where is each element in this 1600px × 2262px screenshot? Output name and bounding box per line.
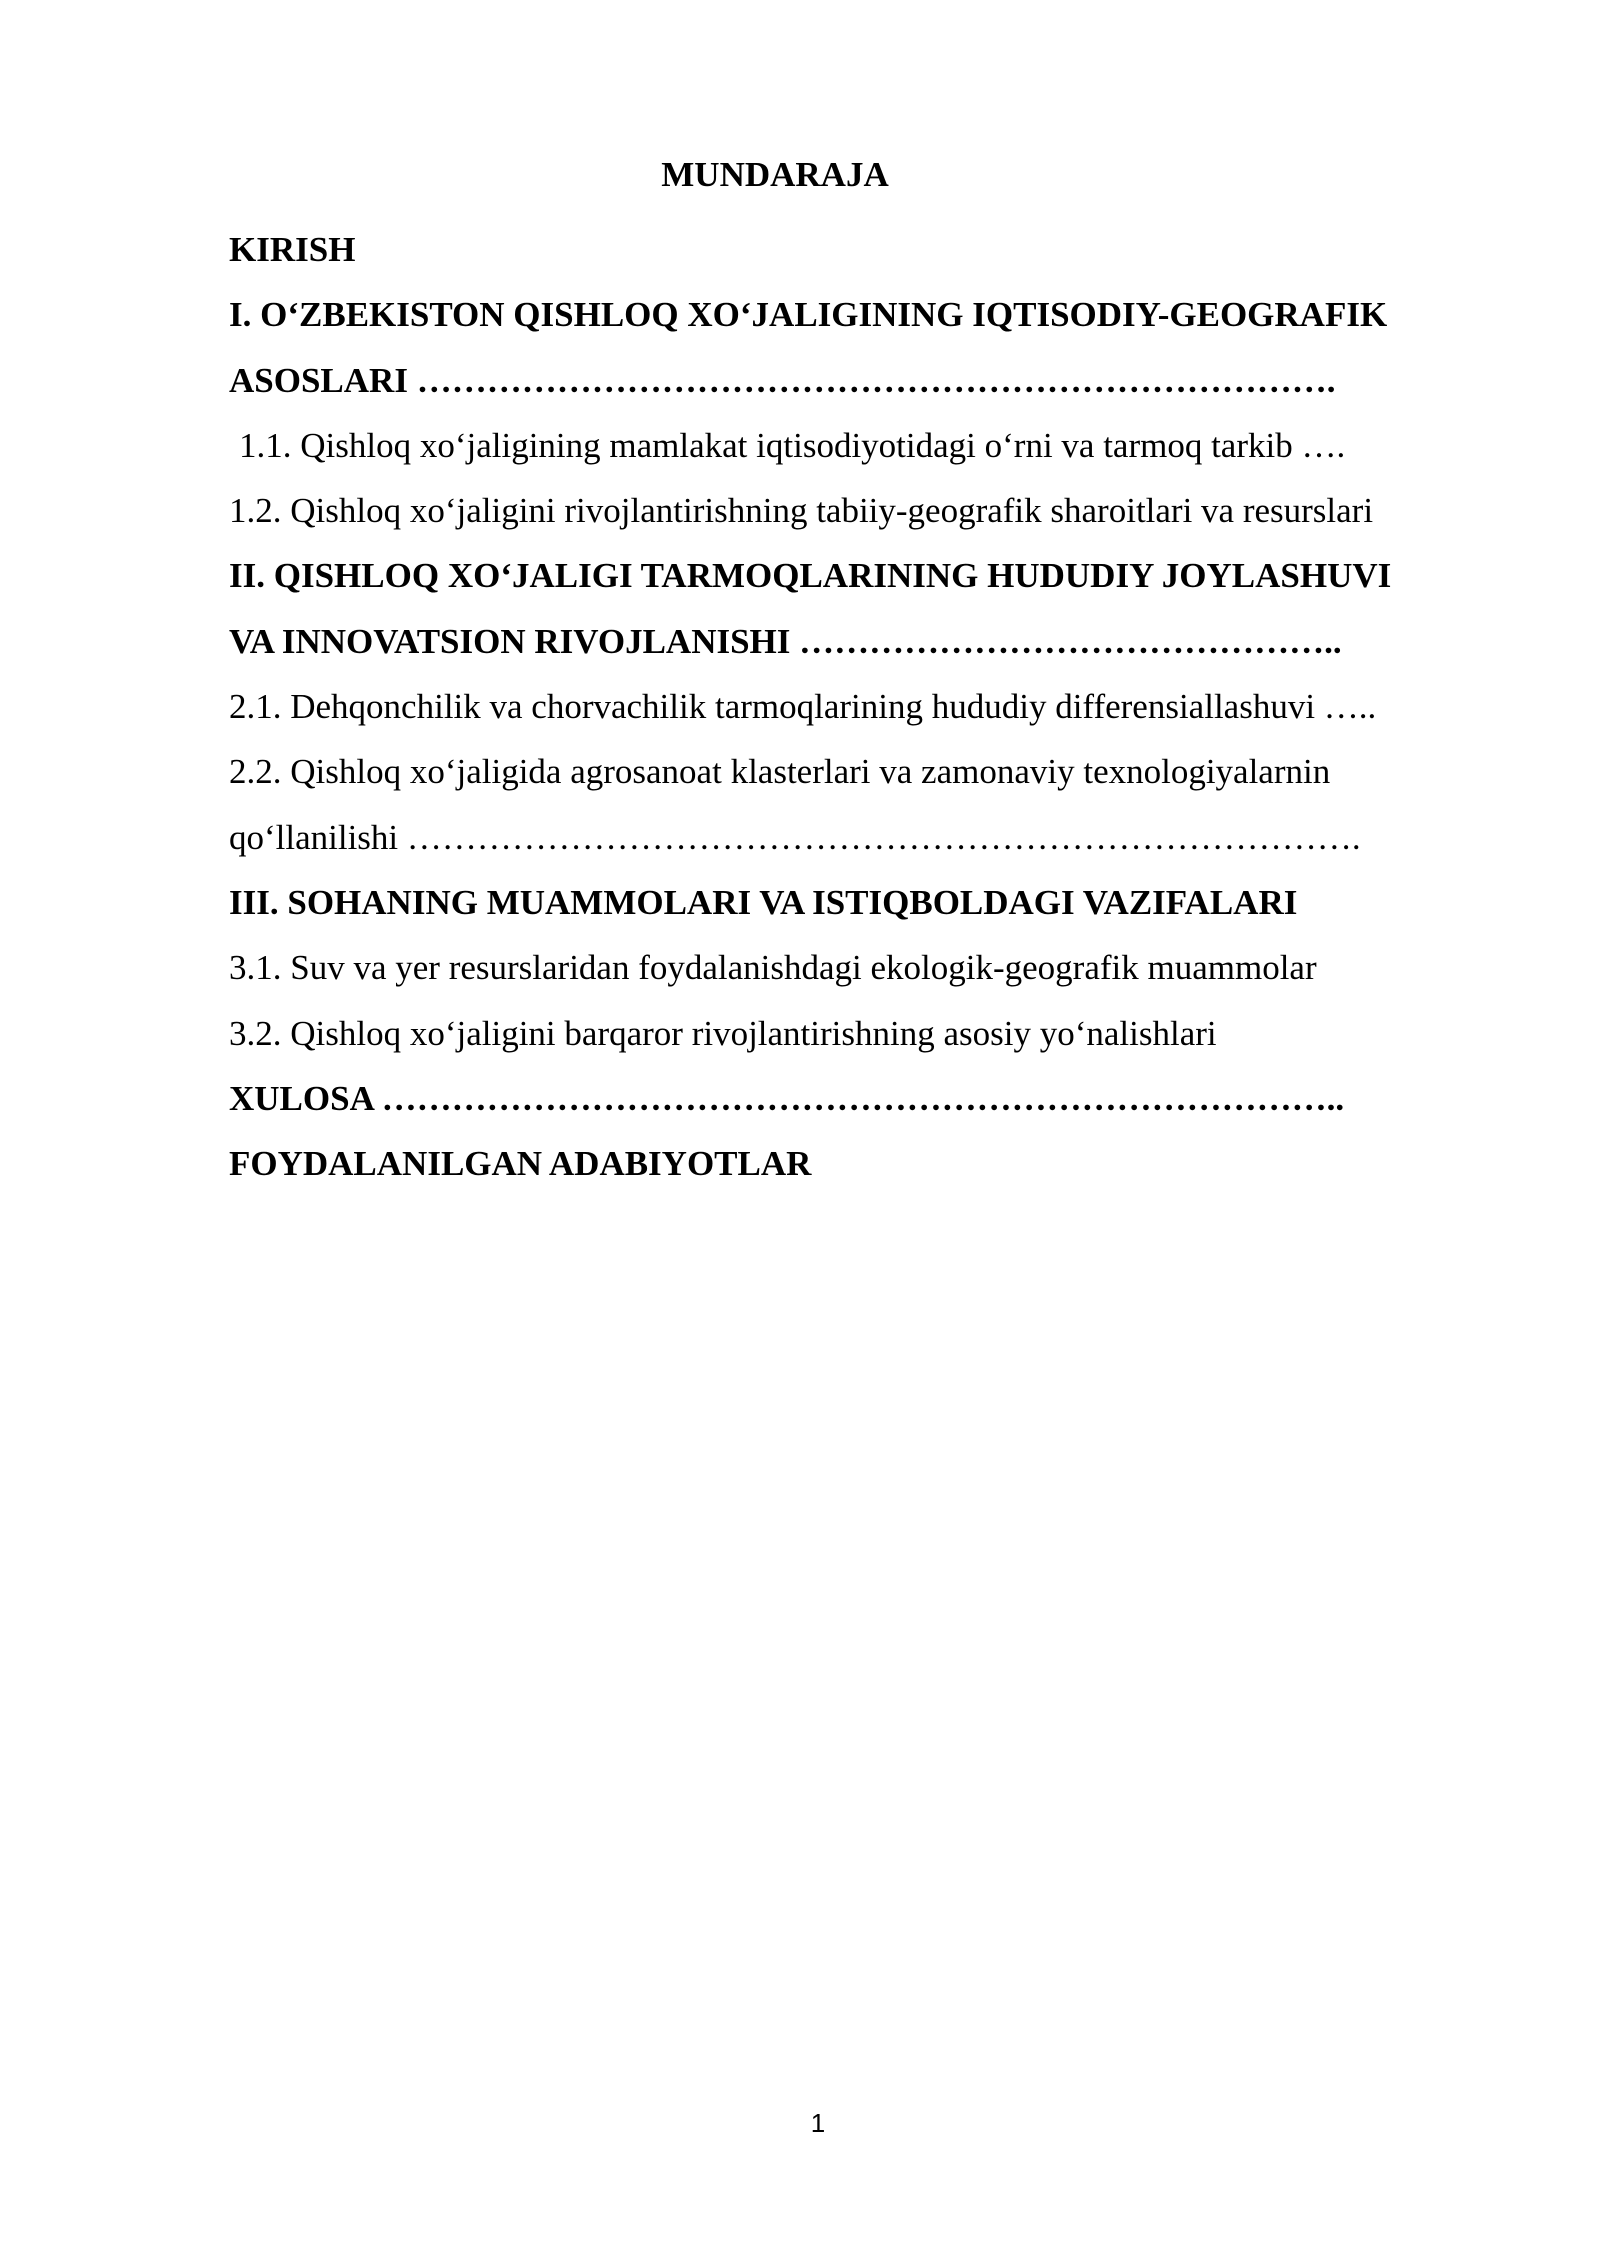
toc-entry-chapter-1-line-1: I. O‘ZBEKISTON QISHLOQ XO‘JALIGINING IQTISODIY-GEOGRAFIK: [229, 295, 1388, 335]
toc-entry-section-1-2: 1.2. Qishloq xo‘jaligini rivojlantirishning tabiiy-geografik sharoitlari va resurslari: [229, 491, 1374, 531]
toc-entry-section-2-2-line-2: qo‘llanilishi ……………………………………………………………………….: [229, 817, 1361, 857]
page-title: MUNDARAJA: [661, 155, 889, 194]
toc-entry-chapter-1-line-2: ASOSLARI …………………………………………………………………….: [229, 360, 1336, 400]
toc-entry-chapter-3: III. SOHANING MUAMMOLARI VA ISTIQBOLDAGI VAZIFALARI: [229, 882, 1298, 922]
toc-entry-section-2-2-line-1: 2.2. Qishloq xo‘jaligida agrosanoat klasterlari va zamonaviy texnologiyalarnin: [229, 752, 1331, 792]
toc-entry-section-2-1: 2.1. Dehqonchilik va chorvachilik tarmoqlarining hududiy differensiallashuvi …..: [229, 687, 1377, 727]
toc-entry-section-1-1: 1.1. Qishloq xo‘jaligining mamlakat iqtisodiyotidagi o‘rni va tarmoq tarkib ….: [239, 425, 1346, 465]
toc-entry-section-3-1: 3.1. Suv va yer resurslaridan foydalanishdagi ekologik-geografik muammolar: [229, 948, 1317, 988]
toc-entry-chapter-2-line-1: II. QISHLOQ XO‘JALIGI TARMOQLARINING HUDUDIY JOYLASHUVI: [229, 556, 1392, 596]
toc-entry-section-3-2: 3.2. Qishloq xo‘jaligini barqaror rivojlantirishning asosiy yo‘nalishlari: [229, 1013, 1217, 1053]
toc-entry-kirish: KIRISH: [229, 230, 356, 269]
toc-entry-chapter-2-line-2: VA INNOVATSION RIVOJLANISHI ………………………………………..: [229, 621, 1342, 661]
page-number: 1: [810, 2108, 826, 2138]
toc-entry-references: FOYDALANILGAN ADABIYOTLAR: [229, 1144, 812, 1184]
table-of-contents: [229, 217, 1559, 1196]
toc-entry-xulosa: XULOSA ………………………………………………………………………..: [229, 1078, 1345, 1118]
